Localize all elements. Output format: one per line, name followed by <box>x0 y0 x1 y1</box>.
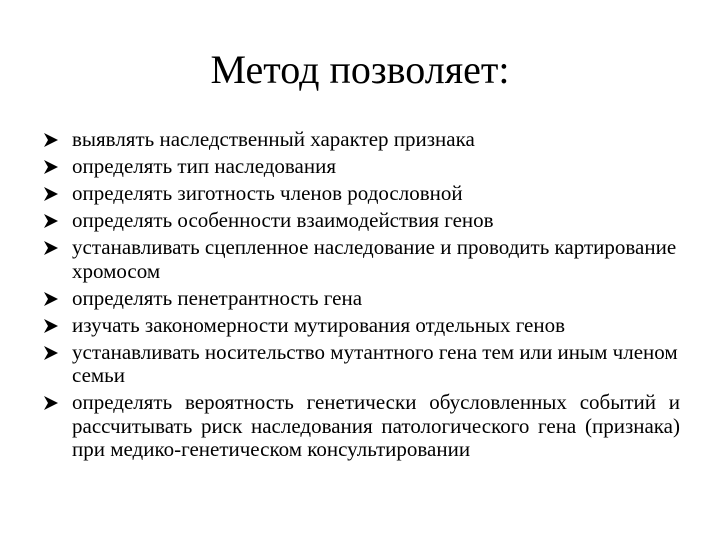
list-item <box>44 182 680 206</box>
slide-title: Метод позволяет: <box>210 47 510 92</box>
arrow-right-icon <box>44 209 62 233</box>
bullet-text: определять зиготность членов родословной <box>72 181 463 205</box>
list-item <box>44 314 680 338</box>
bullet-text: определять тип наследования <box>72 154 337 178</box>
bullet-text: устанавливать сцепленное наследование и проводить картирование хромосом <box>72 235 677 283</box>
bullet-text: определять пенетрантность гена <box>72 285 363 310</box>
bullet-text: изучать закономерности мутирования отдельных генов <box>72 312 566 337</box>
arrow-right-icon <box>44 182 62 206</box>
bullet-text: определять вероятность генетически обусловленных событий и рассчитывать риск наследования патологического гена (признака) при медико-генетическом консультировании <box>72 390 680 461</box>
bullet-text: выявлять наследственный характер признака <box>72 127 475 151</box>
arrow-right-icon <box>44 314 62 338</box>
list-item <box>44 287 680 311</box>
arrow-right-icon <box>44 155 62 179</box>
bullet-list <box>44 128 680 465</box>
list-item <box>44 209 680 233</box>
arrow-right-icon <box>44 128 62 152</box>
list-item <box>44 236 680 283</box>
arrow-right-icon <box>44 287 62 311</box>
list-item <box>44 341 680 388</box>
arrow-right-icon <box>44 236 62 260</box>
arrow-right-icon <box>44 341 62 365</box>
list-item <box>44 128 680 152</box>
bullet-text: устанавливать носительство мутантного гена тем или иным членом семьи <box>72 339 678 387</box>
bullet-text: определять особенности взаимодействия генов <box>72 208 494 232</box>
list-item <box>44 391 680 462</box>
list-item <box>44 155 680 179</box>
arrow-right-icon <box>44 391 62 415</box>
